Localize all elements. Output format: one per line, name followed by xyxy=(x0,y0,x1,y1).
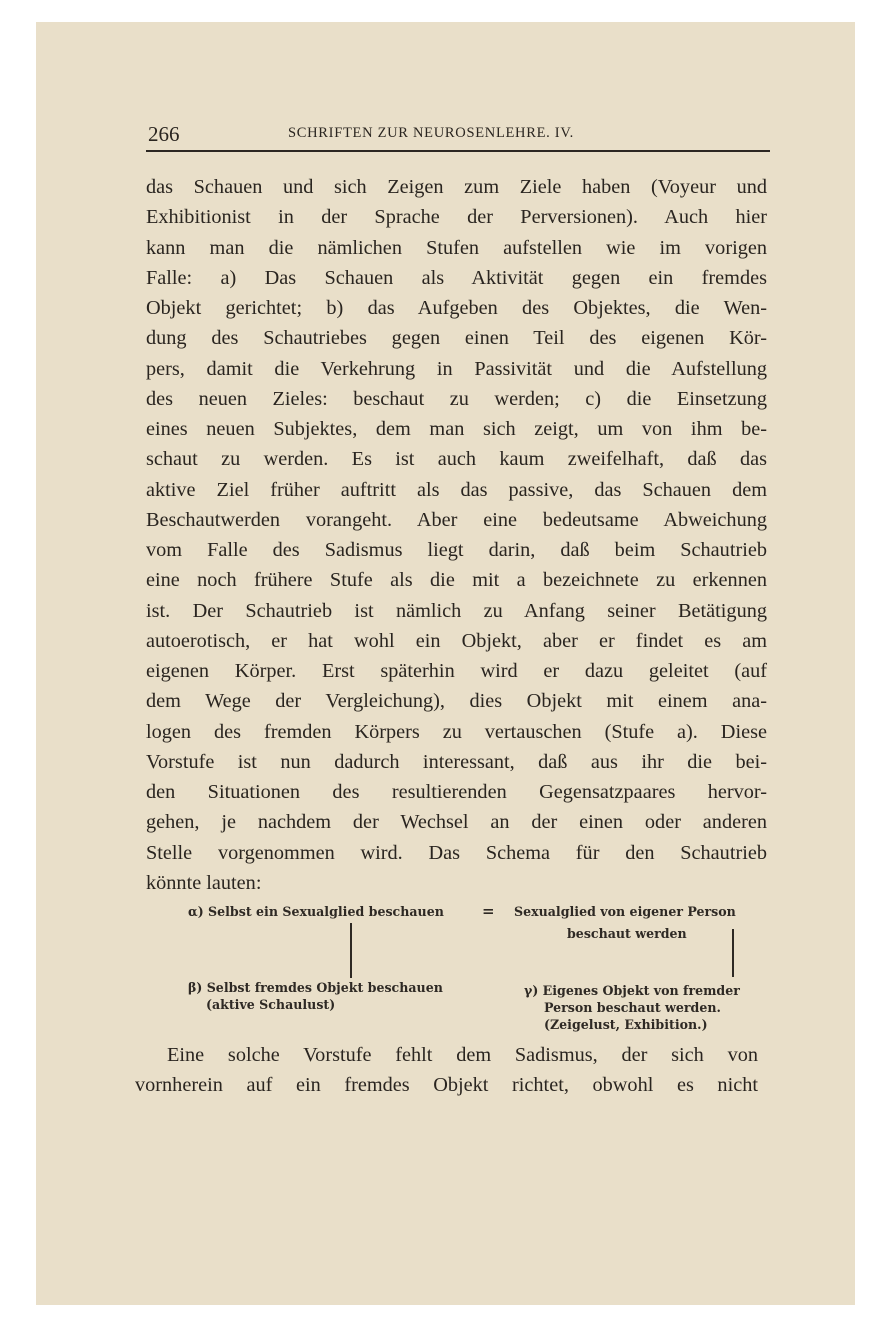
schema-beta-1: β) Selbst fremdes Objekt beschauen xyxy=(188,980,443,995)
text-line: Exhibitionist in der Sprache der Perversionen). Auch hier xyxy=(146,206,767,229)
text-line: könnte lauten: xyxy=(146,871,262,894)
text-line: Stelle vorgenommen wird. Das Schema für den Schautrieb xyxy=(146,841,767,864)
page-header xyxy=(148,122,768,152)
schema-gamma-1: γ) Eigenes Objekt von fremder xyxy=(524,983,740,998)
text-line: dung des Schautriebes gegen einen Teil des eigenen Kör- xyxy=(146,327,767,350)
text-line: dem Wege der Vergleichung), dies Objekt mit einem ana- xyxy=(146,690,767,713)
schema-gamma-2: Person beschaut werden. xyxy=(544,1000,721,1015)
text-line: Falle: a) Das Schauen als Aktivität gegen ein fremdes xyxy=(146,266,767,289)
text-line: vom Falle des Sadismus liegt darin, daß beim Schautrieb xyxy=(146,539,767,561)
schema-line-right xyxy=(732,929,734,977)
paragraph-2 xyxy=(135,1040,758,1101)
text-line: pers, damit die Verkehrung in Passivität und die Aufstellung xyxy=(146,357,767,380)
text-line: aktive Ziel früher auftritt als das passive, das Schauen dem xyxy=(146,478,767,501)
schema-diagram xyxy=(146,898,770,1038)
text-line: den Situationen des resultierenden Gegensatzpaares hervor- xyxy=(146,781,767,803)
text-line: Eine solche Vorstufe fehlt dem Sadismus, der sich von xyxy=(167,1044,758,1066)
text-line: gehen, je nachdem der Wechsel an der einen oder anderen xyxy=(146,811,767,834)
text-line: eine noch frühere Stufe als die mit a bezeichnete zu erkennen xyxy=(146,569,767,592)
schema-gamma-3: (Zeigelust, Exhibition.) xyxy=(544,1017,708,1032)
text-line: des neuen Zieles: beschaut zu werden; c) die Einsetzung xyxy=(146,387,767,410)
schema-beta-2: (aktive Schaulust) xyxy=(206,997,336,1012)
schema-alpha: α) Selbst ein Sexualglied beschauen xyxy=(188,904,444,919)
text-line: autoerotisch, er hat wohl ein Objekt, aber er findet es am xyxy=(146,629,767,652)
text-line: ist. Der Schautrieb ist nämlich zu Anfang seiner Betätigung xyxy=(146,599,767,622)
text-line: Vorstufe ist nun dadurch interessant, daß aus ihr die bei- xyxy=(146,750,767,773)
text-line: vornherein auf ein fremdes Objekt richtet, obwohl es nicht xyxy=(135,1074,758,1097)
schema-equals: = xyxy=(482,902,495,920)
schema-alpha-right-1: Sexualglied von eigener Person xyxy=(514,904,736,919)
schema-line-left xyxy=(350,923,352,978)
text-line: Objekt gerichtet; b) das Aufgeben des Objektes, die Wen- xyxy=(146,297,767,319)
text-line: Beschautwerden vorangeht. Aber eine bedeutsame Abweichung xyxy=(146,508,767,531)
paragraph-1 xyxy=(146,172,767,898)
text-line: eigenen Körper. Erst späterhin wird er dazu geleitet (auf xyxy=(146,660,767,682)
schema-alpha-right-2: beschaut werden xyxy=(567,926,687,941)
text-line: das Schauen und sich Zeigen zum Ziele haben (Voyeur und xyxy=(146,176,767,198)
text-line: kann man die nämlichen Stufen aufstellen wie im vorigen xyxy=(146,236,767,259)
page-number: 266 xyxy=(148,122,180,146)
text-line: schaut zu werden. Es ist auch kaum zweifelhaft, daß das xyxy=(146,448,767,471)
running-head: SCHRIFTEN ZUR NEUROSENLEHRE. IV. xyxy=(288,125,574,141)
text-line: logen des fremden Körpers zu vertauschen (Stufe a). Diese xyxy=(146,720,767,743)
text-line: eines neuen Subjektes, dem man sich zeigt, um von ihm be- xyxy=(146,418,767,440)
header-rule xyxy=(146,150,770,152)
